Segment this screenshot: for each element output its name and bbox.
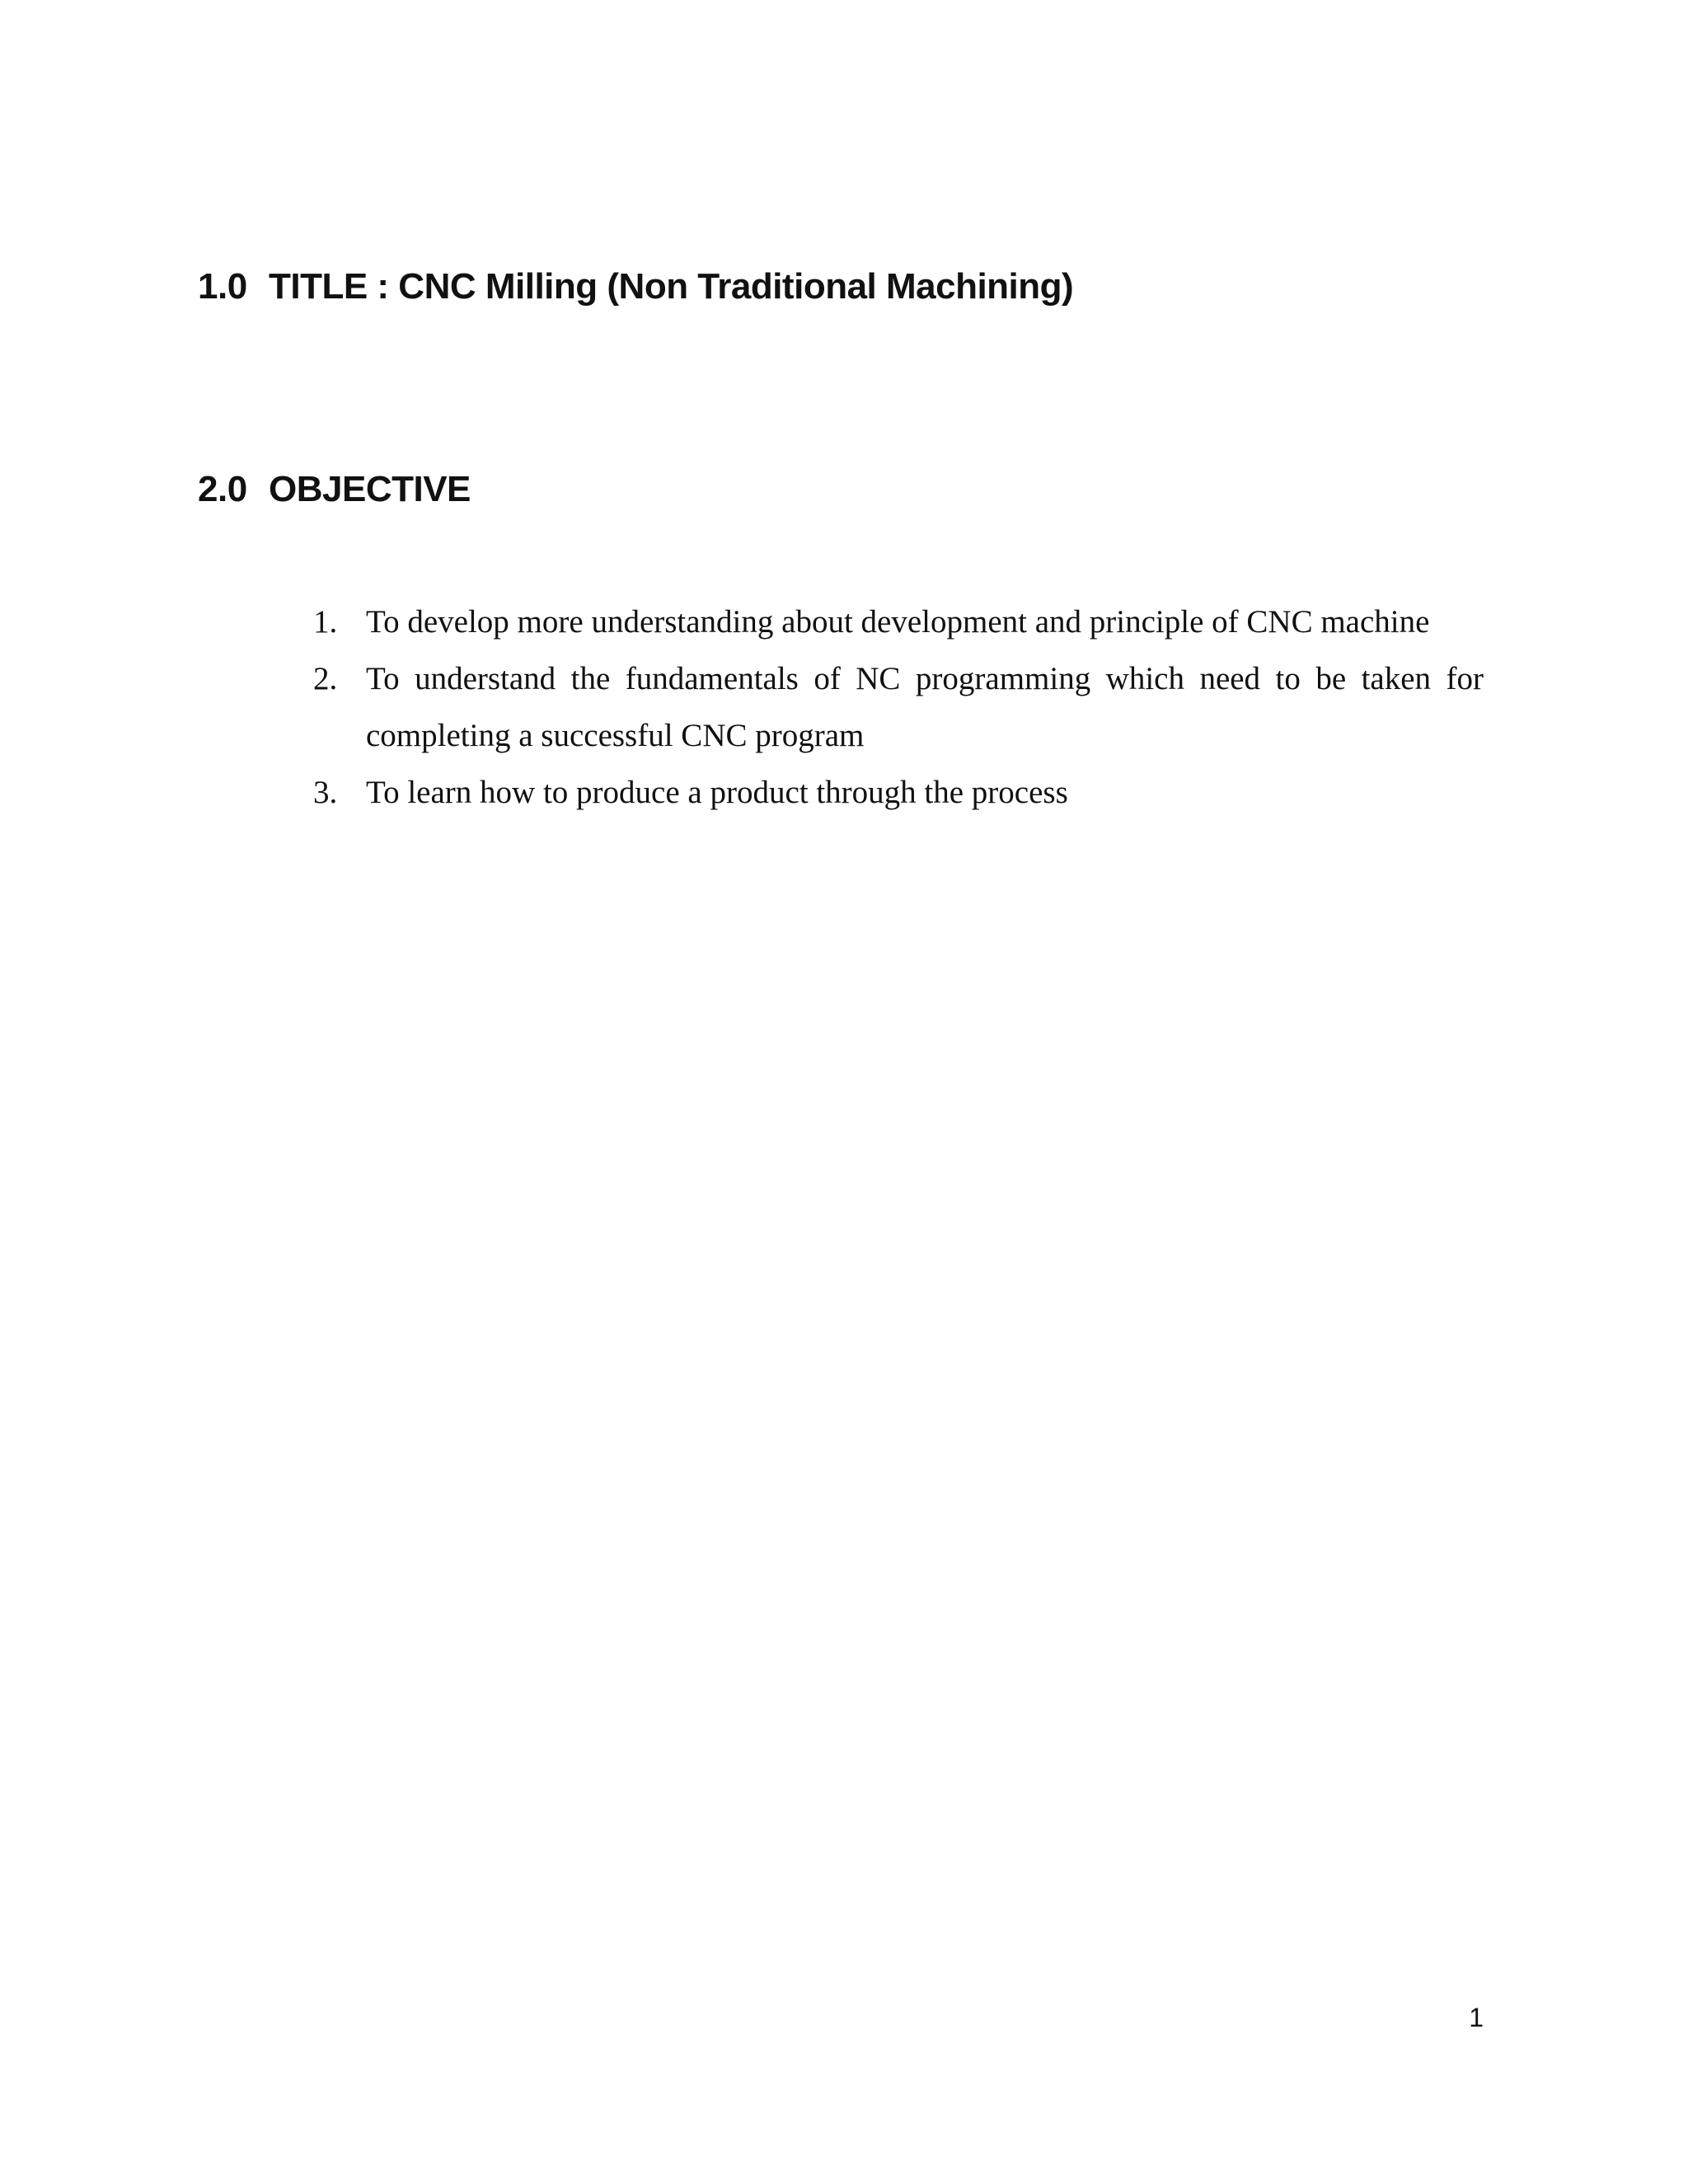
objective-number: 3. [313, 775, 338, 810]
section-number: 1.0 [198, 266, 247, 307]
section-heading-text: TITLE : CNC Milling (Non Traditional Machining) [269, 266, 1074, 307]
objective-item [313, 593, 1484, 650]
objective-number: 1. [313, 604, 338, 640]
objective-item [313, 764, 1484, 821]
section-number: 2.0 [198, 469, 247, 509]
objective-text: To understand the fundamentals of NC programming which need to be taken for completing a successful CNC program [366, 661, 1484, 753]
objectives-list [313, 593, 1484, 821]
section-heading-text: OBJECTIVE [269, 469, 471, 509]
objective-text: To develop more understanding about development and principle of CNC machine [366, 604, 1430, 640]
section-title-heading [198, 262, 1073, 312]
objective-item [313, 650, 1484, 764]
page-number: 1 [1469, 2003, 1484, 2032]
objective-number: 2. [313, 661, 338, 696]
objective-text: To learn how to produce a product through the process [366, 775, 1068, 810]
section-objective-heading [198, 465, 471, 514]
